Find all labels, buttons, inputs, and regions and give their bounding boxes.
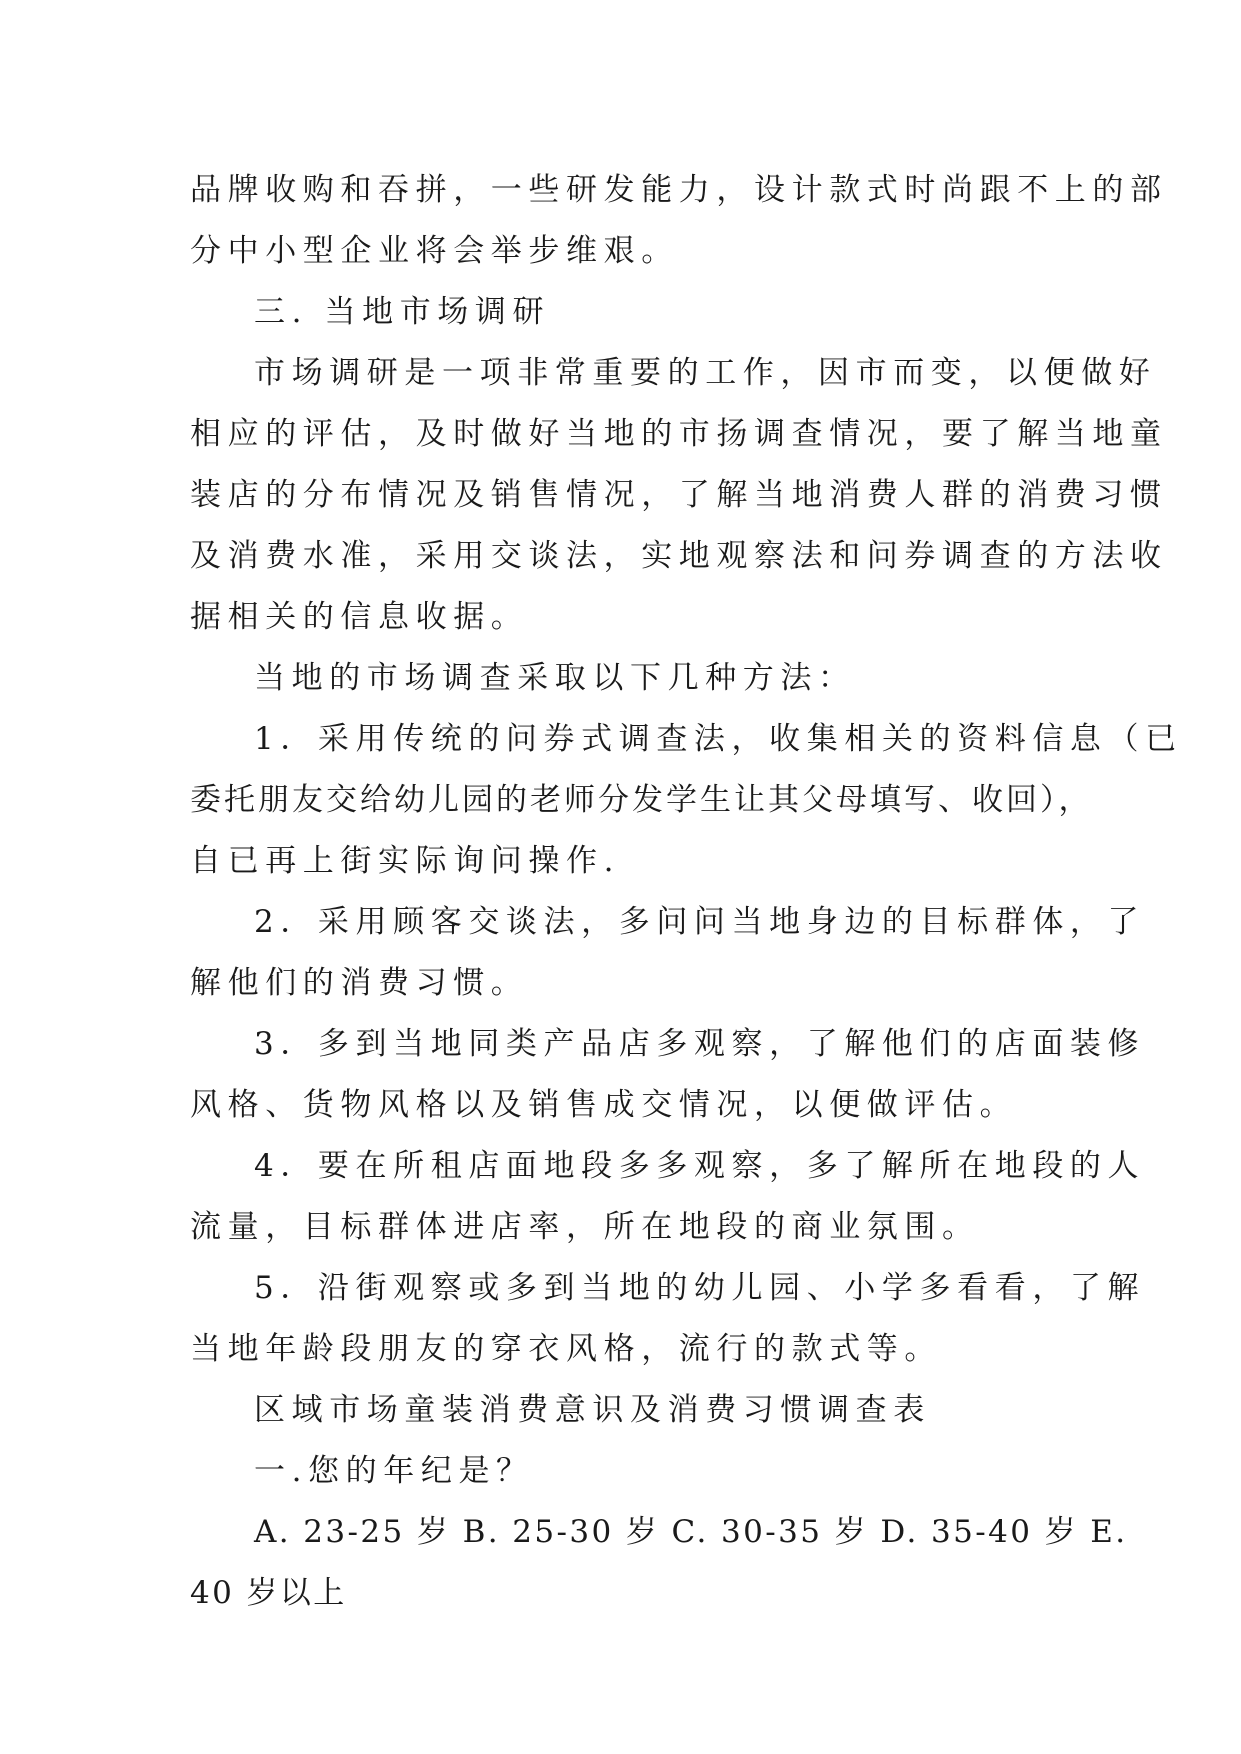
- text-line: 风格、货物风格以及销售成交情况，以便做评估。: [190, 1087, 1018, 1123]
- text-line: 当地年龄段朋友的穿衣风格，流行的款式等。: [190, 1331, 942, 1367]
- text-line: 市场调研是一项非常重要的工作，因市而变，以便做好: [254, 355, 1157, 391]
- list-item-3: 3．多到当地同类产品店多观察，了解他们的店面装修: [254, 1026, 1146, 1062]
- survey-options: A. 23-25 岁 B. 25-30 岁 C. 30-35 岁 D. 35-40 岁 E.: [254, 1514, 1128, 1550]
- document-page: [190, 160, 1183, 1624]
- text-line: 自已再上街实际询问操作.: [190, 843, 621, 879]
- list-item-5: 5．沿街观察或多到当地的幼儿园、小学多看看，了解: [254, 1270, 1146, 1306]
- text-line: 装店的分布情况及销售情况，了解当地消费人群的消费习惯: [190, 477, 1168, 513]
- list-item-2: 2．采用顾客交谈法，多问问当地身边的目标群体，了: [254, 904, 1146, 940]
- survey-question-1: 一.您的年纪是？: [254, 1453, 534, 1489]
- text-line: 据相关的信息收据。: [190, 599, 529, 635]
- text-line: 委托朋友交给幼儿园的老师分发学生让其父母填写、收回），: [190, 782, 1093, 818]
- text-line: 解他们的消费习惯。: [190, 965, 529, 1001]
- text-line: 分中小型企业将会举步维艰。: [190, 233, 679, 269]
- text-line: 相应的评估，及时做好当地的市扬调查情况，要了解当地童: [190, 416, 1168, 452]
- text-line: 及消费水准，采用交谈法，实地观察法和问券调查的方法收: [190, 538, 1168, 574]
- text-line: 流量，目标群体进店率，所在地段的商业氛围。: [190, 1209, 980, 1245]
- list-item-4: 4．要在所租店面地段多多观察，多了解所在地段的人: [254, 1148, 1146, 1184]
- survey-title: 区域市场童装消费意识及消费习惯调查表: [254, 1392, 931, 1428]
- list-item-1: 1．采用传统的问券式调查法，收集相关的资料信息（已: [254, 721, 1183, 757]
- text-line: 当地的市场调查采取以下几种方法：: [254, 660, 856, 696]
- text-line: 品牌收购和吞拼，一些研发能力，设计款式时尚跟不上的部: [190, 172, 1168, 208]
- survey-options-continued: 40 岁以上: [190, 1575, 347, 1611]
- section-heading: 三. 当地市场调研: [254, 294, 551, 330]
